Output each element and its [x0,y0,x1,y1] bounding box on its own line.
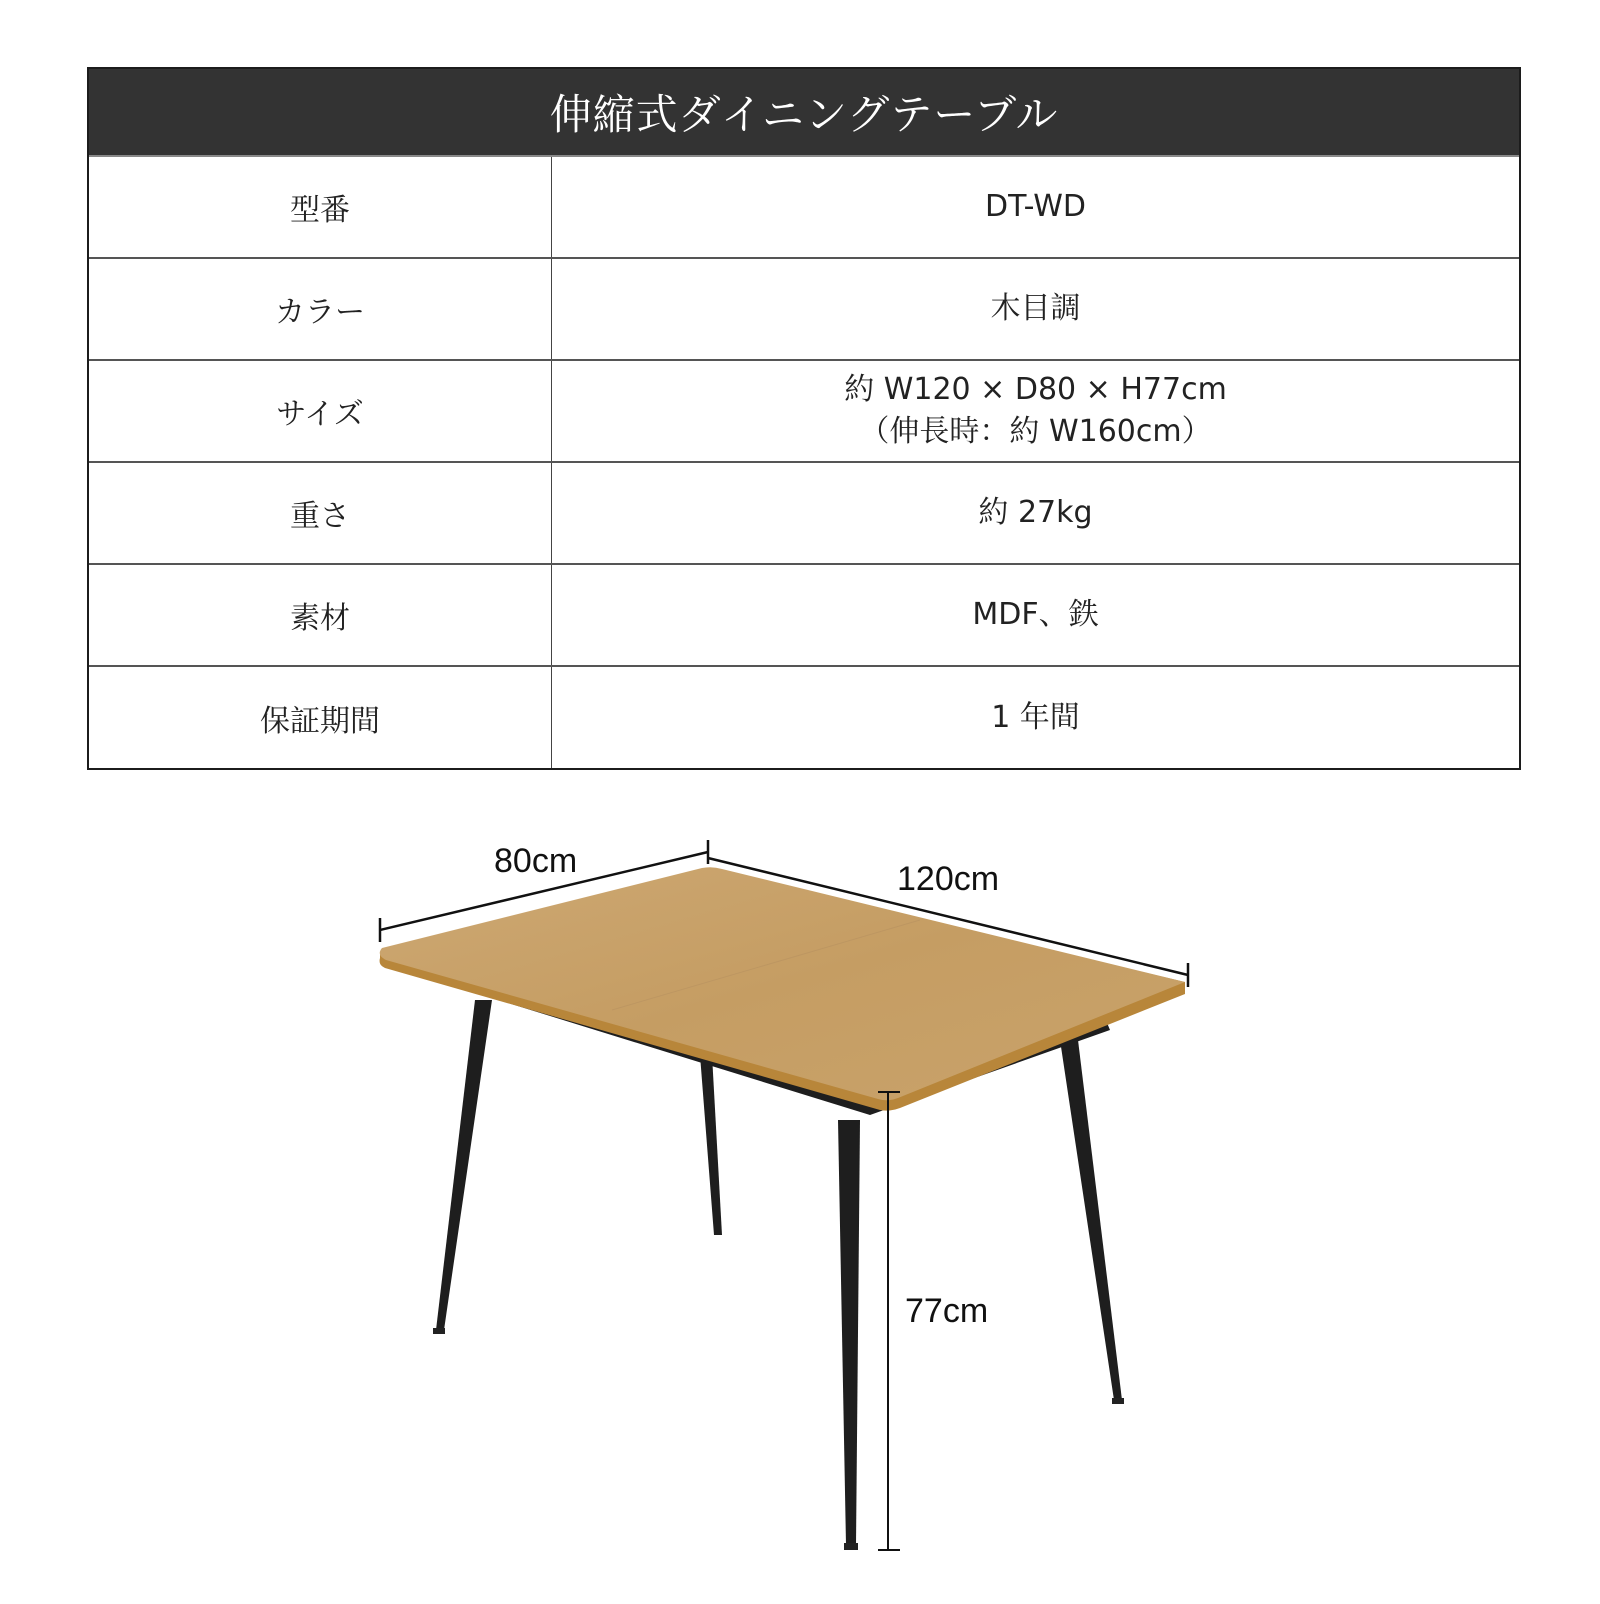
spec-label: カラー [89,259,552,359]
depth-label: 80cm [494,842,578,880]
spec-value [552,259,1519,359]
dimension-line-height [878,1092,900,1550]
spec-label: 重さ [89,463,552,563]
spec-value-line: 約 W120 × D80 × H77cm [844,372,1227,407]
spec-label: 型番 [89,157,552,257]
spec-value [552,157,1519,257]
spec-value [552,667,1519,768]
spec-label: サイズ [89,361,552,461]
spec-row-color [89,259,1519,361]
spec-label: 保証期間 [89,667,552,768]
spec-row-weight [89,463,1519,565]
spec-value [552,463,1519,563]
spec-table [87,67,1521,770]
spec-value-line: （伸長時：約 W160cm） [859,414,1212,449]
spec-value-line: 木目調 [990,291,1081,326]
spec-value-line: DT-WD [984,189,1087,224]
table-leg [1060,1040,1122,1400]
spec-row-material [89,565,1519,667]
spec-row-model [89,157,1519,259]
spec-label: 素材 [89,565,552,665]
spec-value [552,361,1519,461]
table-leg [700,1055,722,1235]
height-label: 77cm [905,1292,989,1330]
spec-row-size [89,361,1519,463]
table-leg [436,1000,492,1330]
spec-table-title: 伸縮式ダイニングテーブル [89,69,1519,157]
spec-value-line: 約 27kg [978,495,1093,530]
spec-row-warranty [89,667,1519,768]
product-figure [0,780,1600,1600]
spec-value [552,565,1519,665]
table-illustration [0,780,1600,1600]
spec-value-line: MDF、鉄 [972,597,1099,632]
width-label: 120cm [897,860,1000,898]
table-leg [838,1120,860,1545]
spec-value-line: 1 年間 [991,699,1080,735]
